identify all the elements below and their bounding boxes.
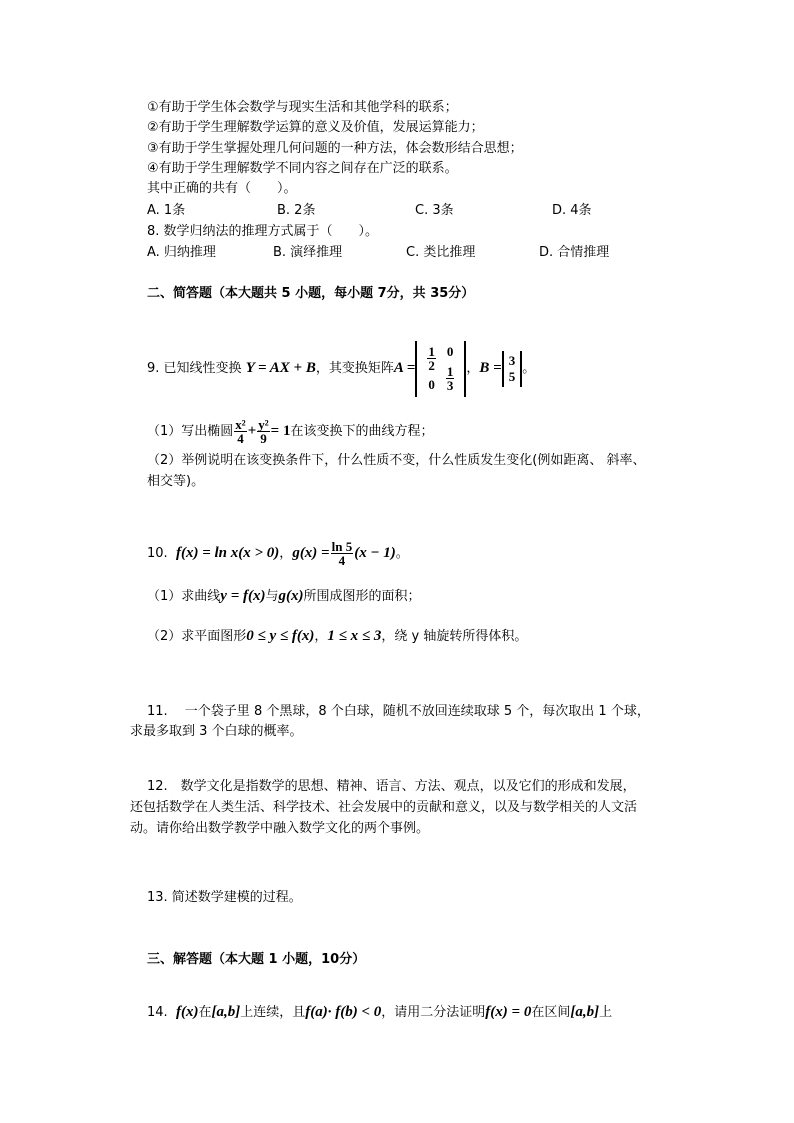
q9-part-1: （1）写出椭圆 $\frac{\text{x²}}{4}$ + $\frac{\text{y²}}{9}$ = 1在该变换下的曲线方程； — [147, 417, 434, 446]
q10-g-prefix: g(x) = — [292, 545, 330, 561]
q12-line-1: 12. 数学文化是指数学的思想、精神、语言、方法、观点，以及它们的形成和发展， — [147, 779, 636, 794]
q8-option-b: B. 演绎推理 — [273, 245, 343, 260]
q7-item-2: ②有助于学生理解数学运算的意义及价值，发展运算能力； — [147, 120, 484, 135]
q10-p2-a: （2）求平面图形 — [147, 629, 247, 644]
q10-g-suffix: (x − 1) — [354, 545, 396, 561]
fraction-denominator: 3 — [446, 377, 454, 393]
section-2-heading: 二、简答题（本大题共 5 小题，每小题 7分，共 35分） — [147, 286, 475, 301]
q14-t3: ，请用二分法证明 — [381, 1005, 486, 1020]
q10-p1-c: 所围成图形的面积； — [303, 589, 421, 604]
q14-f3: f(x) = 0 — [485, 1004, 532, 1020]
q9-prefix: 9. 已知线性变换 — [147, 361, 242, 376]
q8-option-a: A. 归纳推理 — [147, 245, 216, 260]
q10-g-num: ln 5 — [331, 539, 353, 554]
q9-part-2-line-2: 相交等)。 — [147, 474, 205, 489]
q10-p1-g: g(x) — [278, 588, 304, 604]
q10-p2-c: ，绕 y 轴旋转所得体积。 — [381, 629, 528, 644]
q9-part-2-line-1: （2）举例说明在该变换条件下，什么性质不变，什么性质发生变化(例如距离、 斜率、 — [147, 453, 646, 468]
q7-options — [147, 203, 592, 219]
q9-p1-suffix: 在该变换下的曲线方程； — [290, 424, 434, 439]
q10-part-2 — [147, 628, 527, 645]
matrix-a-22: 1 — [446, 363, 454, 379]
ellipse-y-num: y² — [258, 417, 269, 432]
ellipse-x-den: 4 — [237, 431, 244, 446]
q14-interval-1: [a,b] — [211, 1004, 241, 1020]
q13: 13. 简述数学建模的过程。 — [147, 890, 302, 905]
q7-item-1: ①有助于学生体会数学与现实生活和其他学科的联系； — [147, 100, 458, 115]
ellipse-x-num: x² — [235, 417, 246, 432]
q8-options — [147, 245, 609, 261]
q10-f: f(x) = ln x(x > 0) — [175, 545, 280, 561]
q14-t1: 在 — [198, 1005, 212, 1020]
q12-line-2: 还包括数学在人类生活、科学技术、社会发展中的贡献和意义，以及与数学相关的人文活 — [130, 800, 638, 815]
q10-p1-f: y = f(x) — [220, 588, 266, 604]
matrix-b — [502, 351, 523, 387]
q8-option-c: C. 类比推理 — [406, 245, 476, 260]
q10-p1-a: （1）求曲线 — [147, 589, 221, 604]
q8-question: 8. 数学归纳法的推理方式属于（ ）。 — [147, 224, 379, 239]
ellipse-rhs: = 1 — [270, 423, 291, 439]
q14-t2: 上连续，且 — [240, 1005, 306, 1020]
q10-g-den: 4 — [338, 553, 346, 568]
q10-end: 。 — [395, 546, 409, 561]
matrix-a-11: 1 — [428, 344, 435, 360]
q9-b-label: B = — [479, 360, 502, 376]
matrix-a-21: 0 — [428, 376, 435, 392]
matrix-a-12: 0 — [446, 344, 454, 360]
q7-option-d: D. 4条 — [552, 203, 592, 218]
q10-p1-b: 与 — [265, 589, 279, 604]
q14-f2: f(a)· f(b) < 0 — [305, 1004, 382, 1020]
q7-option-b: B. 2条 — [277, 203, 316, 218]
matrix-b-1: 3 — [508, 352, 516, 368]
q9-suffix: 。 — [522, 361, 536, 376]
q14-interval-2: [a,b] — [570, 1004, 600, 1020]
matrix-b-2: 5 — [508, 368, 516, 384]
q10-part-1 — [147, 588, 421, 605]
ellipse-y-den: 9 — [260, 431, 267, 446]
q7-option-a: A. 1条 — [147, 203, 186, 218]
q11-line-2: 求最多取到 3 个白球的概率。 — [130, 724, 303, 739]
q9-stem: 9. 已知线性变换 Y = AX + B，其变换矩阵A = $\frac{1}{2}$ 0 0 $\frac{1}{3}$ ，B = 3 5 。 — [147, 340, 535, 397]
q7-item-3: ③有助于学生掌握处理几何问题的一种方法，体会数形结合思想； — [147, 141, 523, 156]
q10-stem: 10. f(x) = ln x(x > 0)，g(x) = $\frac{\ln 5}{4}$ (x − 1)。 — [147, 539, 409, 568]
q14-t4: 在区间 — [531, 1005, 571, 1020]
q12-line-3: 动。请你给出数学教学中融入数学文化的两个事例。 — [130, 821, 430, 836]
q10-p2-b: ， — [314, 629, 328, 644]
q9-formula: Y = AX + B — [245, 360, 316, 376]
q14-t5: 上 — [599, 1005, 613, 1020]
fraction-denominator: 2 — [428, 358, 435, 374]
q10-p2-f: 0 ≤ y ≤ f(x) — [246, 628, 315, 644]
q9-mid: ，其变换矩阵 — [315, 361, 394, 376]
q14-stem — [147, 1004, 612, 1021]
q7-option-c: C. 3条 — [415, 203, 454, 218]
q14-f1: f(x) — [175, 1004, 199, 1020]
q9-p1-prefix: （1）写出椭圆 — [147, 424, 234, 439]
q10-num: 10. — [147, 546, 168, 561]
q7-item-4: ④有助于学生理解数学不同内容之间存在广泛的联系。 — [147, 161, 458, 176]
q7-question: 其中正确的共有（ ）。 — [147, 181, 297, 196]
section-3-heading: 三、解答题（本大题 1 小题，10分） — [147, 952, 366, 967]
q9-a-label: A = — [393, 360, 416, 376]
matrix-a — [415, 341, 466, 397]
q10-p2-g: 1 ≤ x ≤ 3 — [327, 628, 382, 644]
q8-option-d: D. 合情推理 — [539, 245, 610, 260]
q11-line-1: 11. 一个袋子里 8 个黑球，8 个白球，随机不放回连续取球 5 个，每次取出 1 个球， — [147, 704, 650, 719]
q14-num: 14. — [147, 1005, 168, 1020]
